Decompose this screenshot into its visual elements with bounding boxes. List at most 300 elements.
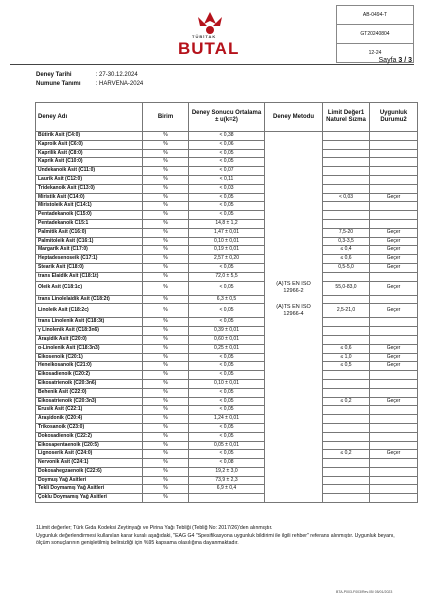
cell-limit	[323, 132, 370, 141]
colon: :	[95, 81, 98, 87]
cell-unit: %	[143, 237, 189, 246]
table-row	[36, 281, 418, 295]
cell-limit	[323, 379, 370, 388]
cell-test-name: Undekanoik Asit (C11:0)	[36, 167, 143, 176]
cell-limit	[323, 158, 370, 167]
cell-unit: %	[143, 494, 189, 503]
cell-unit: %	[143, 228, 189, 237]
cell-result: < 0,05	[189, 371, 265, 380]
table-row	[36, 318, 418, 327]
cell-unit: %	[143, 459, 189, 468]
cell-limit	[323, 423, 370, 432]
table-row	[36, 158, 418, 167]
document-code-box	[336, 5, 414, 63]
cell-status	[370, 388, 418, 397]
header-divider	[10, 64, 414, 65]
table-row	[36, 132, 418, 141]
sample-value: HARVENA-2024	[99, 81, 144, 87]
table-row	[36, 295, 418, 304]
cell-limit	[323, 406, 370, 415]
table-row	[36, 494, 418, 503]
cell-limit: ≤ 0,4	[323, 246, 370, 255]
cell-result: 1,47 ± 0,01	[189, 228, 265, 237]
cell-limit	[323, 202, 370, 211]
cell-status	[370, 184, 418, 193]
cell-status	[370, 167, 418, 176]
cell-unit: %	[143, 246, 189, 255]
cell-method	[265, 362, 323, 371]
cell-unit: %	[143, 304, 189, 318]
cell-result: < 0,05	[189, 362, 265, 371]
header-status: Uygunluk Durumu2	[370, 103, 418, 132]
cell-status	[370, 415, 418, 424]
cell-unit: %	[143, 263, 189, 272]
form-code: BTA-P003-F003/Rev.05/ 05/01/2023	[336, 590, 393, 594]
footnote-limit: 1Limit değerler; Türk Gıda Kodeksi Zeytinyağı ve Pirina Yağı Tebliği (Tebliğ No: 2017/26)'den alınmıştır.	[36, 525, 273, 531]
header-unit: Birim	[143, 103, 189, 132]
cell-test-name: Eikosadienoik (C20:2)	[36, 371, 143, 380]
cell-result: 0,25 ± 0,01	[189, 344, 265, 353]
cell-limit: ≤ 1,0	[323, 353, 370, 362]
cell-status: Geçer	[370, 353, 418, 362]
cell-method	[265, 237, 323, 246]
cell-unit: %	[143, 388, 189, 397]
cell-result: < 0,05	[189, 211, 265, 220]
table-row	[36, 184, 418, 193]
cell-result: < 0,05	[189, 158, 265, 167]
table-row	[36, 467, 418, 476]
table-row	[36, 211, 418, 220]
cell-test-name: Oleik Asit (C18:1c)	[36, 281, 143, 295]
cell-result: < 0,05	[189, 432, 265, 441]
cell-result: < 0,05	[189, 318, 265, 327]
table-row	[36, 202, 418, 211]
cell-unit: %	[143, 476, 189, 485]
cell-limit: 7,5-20	[323, 228, 370, 237]
cell-limit	[323, 476, 370, 485]
cell-status: Geçer	[370, 397, 418, 406]
cell-status	[370, 149, 418, 158]
cell-unit: %	[143, 184, 189, 193]
table-row	[36, 327, 418, 336]
cell-status	[370, 140, 418, 149]
cell-method	[265, 246, 323, 255]
cell-result: 0,39 ± 0,01	[189, 327, 265, 336]
cell-method	[265, 388, 323, 397]
cell-method	[265, 485, 323, 494]
cell-status	[370, 371, 418, 380]
cell-test-name: Erusik Asit (C22:1)	[36, 406, 143, 415]
table-row	[36, 344, 418, 353]
cell-method	[265, 397, 323, 406]
cell-result: 6,3 ± 0,5	[189, 295, 265, 304]
cell-method	[265, 272, 323, 281]
cell-result: 19,2 ± 3,0	[189, 467, 265, 476]
cell-test-name: α-Linolenik Asit (C18:3n3)	[36, 344, 143, 353]
cell-method	[265, 353, 323, 362]
cell-method	[265, 459, 323, 468]
table-row	[36, 193, 418, 202]
cell-method	[265, 476, 323, 485]
header-test-name: Deney Adı	[36, 103, 143, 132]
page-indicator	[322, 57, 412, 64]
cell-status	[370, 423, 418, 432]
cell-test-name: Palmitoleik Asit (C16:1)	[36, 237, 143, 246]
cell-method	[265, 140, 323, 149]
cell-method	[265, 211, 323, 220]
cell-method	[265, 371, 323, 380]
cell-limit	[323, 388, 370, 397]
cell-unit: %	[143, 255, 189, 264]
cell-status: Geçer	[370, 450, 418, 459]
cell-result: < 0,05	[189, 202, 265, 211]
brand-sub: TÜBİTAK	[192, 34, 217, 39]
cell-method	[265, 335, 323, 344]
cell-limit: ≤ 0,2	[323, 397, 370, 406]
cell-unit: %	[143, 132, 189, 141]
cell-method	[265, 184, 323, 193]
table-row	[36, 371, 418, 380]
cell-result: 14,8 ± 1,2	[189, 219, 265, 228]
table-row	[36, 237, 418, 246]
cell-status	[370, 272, 418, 281]
cell-result: < 0,05	[189, 281, 265, 295]
cell-method	[265, 318, 323, 327]
cell-limit: 0,3-3,5	[323, 237, 370, 246]
cell-result: < 0,38	[189, 132, 265, 141]
footnote	[36, 525, 396, 548]
cell-unit: %	[143, 281, 189, 295]
table-row	[36, 459, 418, 468]
cell-test-name: Stearik Asit (C18:0)	[36, 263, 143, 272]
cell-result: 72,0 ± 5,5	[189, 272, 265, 281]
cell-method	[265, 193, 323, 202]
table-row	[36, 397, 418, 406]
cell-status: Geçer	[370, 344, 418, 353]
cell-unit: %	[143, 335, 189, 344]
cell-unit: %	[143, 485, 189, 494]
cell-result: < 0,05	[189, 353, 265, 362]
cell-method	[265, 158, 323, 167]
cell-limit	[323, 211, 370, 220]
cell-method	[265, 149, 323, 158]
page-label: Sayfa	[378, 57, 397, 64]
header-result: Deney Sonucu Ortalama ± u(k=2)	[189, 103, 265, 132]
cell-result: 0,60 ± 0,01	[189, 335, 265, 344]
table-row	[36, 228, 418, 237]
table-row	[36, 246, 418, 255]
cell-status	[370, 219, 418, 228]
cell-unit: %	[143, 158, 189, 167]
cell-limit	[323, 494, 370, 503]
cell-unit: %	[143, 415, 189, 424]
cell-test-name: Miristoleik Asit (C14:1)	[36, 202, 143, 211]
cell-limit	[323, 335, 370, 344]
cell-test-name: Araşidik Asit (C20:0)	[36, 335, 143, 344]
cell-unit: %	[143, 219, 189, 228]
cell-test-name: Tekli Doymamış Yağ Asitleri	[36, 485, 143, 494]
table-row	[36, 219, 418, 228]
cell-unit: %	[143, 175, 189, 184]
cell-status	[370, 335, 418, 344]
cell-result: 2,57 ± 0,20	[189, 255, 265, 264]
cell-method	[265, 219, 323, 228]
cell-unit: %	[143, 379, 189, 388]
cell-result: < 0,05	[189, 263, 265, 272]
cell-limit	[323, 184, 370, 193]
cell-test-name: Kaprilik Asit (C8:0)	[36, 149, 143, 158]
cell-status	[370, 379, 418, 388]
cell-result: 0,10 ± 0,01	[189, 379, 265, 388]
cell-test-name: Laurik Asit (C12:0)	[36, 175, 143, 184]
cell-limit: < 0,03	[323, 193, 370, 202]
cell-limit	[323, 467, 370, 476]
cell-status	[370, 175, 418, 184]
cell-result: < 0,11	[189, 175, 265, 184]
cell-status	[370, 132, 418, 141]
cell-unit: %	[143, 327, 189, 336]
cell-test-name: Araşidonik (C20:4)	[36, 415, 143, 424]
cell-method	[265, 415, 323, 424]
cell-limit	[323, 149, 370, 158]
cell-limit: ≤ 0,5	[323, 362, 370, 371]
table-row	[36, 335, 418, 344]
cell-status: Geçer	[370, 263, 418, 272]
cell-status: Geçer	[370, 237, 418, 246]
cell-test-name: Eikosatrienoik (C20:3n3)	[36, 397, 143, 406]
page-value: 3 / 3	[398, 57, 412, 64]
cell-status	[370, 318, 418, 327]
table-row	[36, 255, 418, 264]
cell-limit	[323, 175, 370, 184]
cell-test-name: Miristik Asit (C14:0)	[36, 193, 143, 202]
cell-limit: 2,5-21,0	[323, 304, 370, 318]
cell-unit: %	[143, 211, 189, 220]
cell-status	[370, 467, 418, 476]
cell-unit: %	[143, 167, 189, 176]
cell-test-name: Çoklu Doymamış Yağ Asitleri	[36, 494, 143, 503]
cell-result: < 0,05	[189, 388, 265, 397]
table-row	[36, 149, 418, 158]
cell-test-name: Kaprik Asit (C10:0)	[36, 158, 143, 167]
cell-method	[265, 450, 323, 459]
cell-unit: %	[143, 344, 189, 353]
cell-test-name: Palmitik Asit (C16:0)	[36, 228, 143, 237]
cell-test-name: Pentadekanoik C15:1	[36, 219, 143, 228]
table-row	[36, 263, 418, 272]
cell-status: Geçer	[370, 228, 418, 237]
cell-test-name: Eikosapentaenoik (C20:5)	[36, 441, 143, 450]
cell-method	[265, 344, 323, 353]
cell-method	[265, 295, 323, 304]
cell-test-name: Tridekanoik Asit (C13:0)	[36, 184, 143, 193]
cell-result: 0,10 ± 0,01	[189, 237, 265, 246]
colon: :	[95, 72, 98, 78]
cell-test-name: Nervonik Asit (C24:1)	[36, 459, 143, 468]
cell-method	[265, 494, 323, 503]
cell-status: Geçer	[370, 281, 418, 295]
cell-result	[189, 494, 265, 503]
cell-status: Geçer	[370, 193, 418, 202]
cell-status	[370, 476, 418, 485]
cell-unit: %	[143, 467, 189, 476]
cell-result: < 0,05	[189, 149, 265, 158]
cell-limit	[323, 371, 370, 380]
cell-unit: %	[143, 149, 189, 158]
table-header-row	[36, 103, 418, 132]
cell-test-name: Dokosadienoik (C22:2)	[36, 432, 143, 441]
cell-test-name: Heptadesenoseik (C17:1)	[36, 255, 143, 264]
cell-test-name: Kaproik Asit (C6:0)	[36, 140, 143, 149]
cell-limit	[323, 459, 370, 468]
cell-status	[370, 432, 418, 441]
sample-row	[36, 81, 143, 87]
cell-result: 73,9 ± 2,3	[189, 476, 265, 485]
cell-unit: %	[143, 193, 189, 202]
cell-status: Geçer	[370, 246, 418, 255]
cell-status: Geçer	[370, 304, 418, 318]
cell-test-name: Bütirik Asit (C4:0)	[36, 132, 143, 141]
cell-method	[265, 175, 323, 184]
cell-method	[265, 255, 323, 264]
cell-test-name: trans Linolenik Asit (C18:3t)	[36, 318, 143, 327]
cell-test-name: Heneikosanoik (C21:0)	[36, 362, 143, 371]
cell-result: < 0,05	[189, 397, 265, 406]
cell-unit: %	[143, 423, 189, 432]
test-date-value: 27-30.12.2024	[99, 72, 138, 78]
cell-result: 6,9 ± 0,4	[189, 485, 265, 494]
cell-unit: %	[143, 432, 189, 441]
cell-method	[265, 263, 323, 272]
cell-test-name: Margarik Asit (C17:0)	[36, 246, 143, 255]
cell-result: < 0,07	[189, 167, 265, 176]
cell-test-name: Dokosahegzaenoik (C22:6)	[36, 467, 143, 476]
table-row	[36, 485, 418, 494]
cell-unit: %	[143, 353, 189, 362]
cell-status: Geçer	[370, 255, 418, 264]
cell-limit: ≤ 0,6	[323, 255, 370, 264]
cell-method	[265, 423, 323, 432]
results-table	[35, 102, 418, 503]
cell-unit: %	[143, 362, 189, 371]
cell-limit	[323, 167, 370, 176]
cell-result: < 0,05	[189, 406, 265, 415]
cell-unit: %	[143, 397, 189, 406]
doc-code: AB-0494-T	[337, 6, 413, 25]
cell-status	[370, 406, 418, 415]
cell-test-name: Linoleik Asit (C18:2c)	[36, 304, 143, 318]
cell-limit	[323, 441, 370, 450]
cell-result: 1,24 ± 0,01	[189, 415, 265, 424]
cell-result: < 0,05	[189, 193, 265, 202]
cell-test-name: Doymuş Yağ Asitleri	[36, 476, 143, 485]
cell-test-name: Eikosenoik (C20:1)	[36, 353, 143, 362]
cell-result: < 0,05	[189, 304, 265, 318]
cell-limit	[323, 485, 370, 494]
cell-method	[265, 132, 323, 141]
cell-limit	[323, 140, 370, 149]
cell-status	[370, 295, 418, 304]
cell-method	[265, 432, 323, 441]
cell-unit: %	[143, 295, 189, 304]
cell-status	[370, 441, 418, 450]
cell-method	[265, 467, 323, 476]
cell-result: < 0,05	[189, 450, 265, 459]
table-row	[36, 476, 418, 485]
cell-test-name: Eikosatrienoik (C20:3n6)	[36, 379, 143, 388]
brand-name: BUTAL	[178, 39, 240, 58]
footnote-conformity: Uygunluk değerlendirmesi kullanılan karar kuralı aşağıdaki, "EAG G4 "Spesifikasyona uygunluk bildirimi ile ilgili rehber" referans alınmıştır. Uygunluk beyanı, ölçüm sonuçlarının genişletilmiş belirsizliği için %95 kapsama olasılığına dayanmaktadır.	[36, 532, 395, 546]
cell-unit: %	[143, 450, 189, 459]
table-row	[36, 272, 418, 281]
table-row	[36, 140, 418, 149]
cell-status: Geçer	[370, 362, 418, 371]
cell-result: 0,19 ± 0,01	[189, 246, 265, 255]
table-row	[36, 379, 418, 388]
cell-limit	[323, 327, 370, 336]
cell-status	[370, 327, 418, 336]
cell-limit: 0,5-5,0	[323, 263, 370, 272]
cell-method	[265, 327, 323, 336]
cell-method	[265, 202, 323, 211]
cell-limit	[323, 295, 370, 304]
cell-limit	[323, 432, 370, 441]
cell-test-name: Pentadekanoik (C15:0)	[36, 211, 143, 220]
test-date-label: Deney Tarihi	[36, 72, 72, 78]
cell-status	[370, 494, 418, 503]
cell-result: < 0,06	[189, 140, 265, 149]
cell-unit: %	[143, 406, 189, 415]
cell-test-name: trans Elaidik Asit (C18:1t)	[36, 272, 143, 281]
cell-method	[265, 379, 323, 388]
cell-test-name: Lignoserik Asit (C24:0)	[36, 450, 143, 459]
header-method: Deney Metodu	[265, 103, 323, 132]
cell-status	[370, 211, 418, 220]
table-row	[36, 441, 418, 450]
cell-status	[370, 202, 418, 211]
report-number: GT20240804	[337, 25, 413, 44]
cell-test-name: trans Linolelaidik Asit (C18:2t)	[36, 295, 143, 304]
table-row	[36, 415, 418, 424]
cell-test-name: Trikosanoik (C23:0)	[36, 423, 143, 432]
cell-limit: ≤ 0,6	[323, 344, 370, 353]
cell-unit: %	[143, 272, 189, 281]
cell-limit	[323, 219, 370, 228]
cell-method: (A)TS EN ISO 12966-2	[265, 281, 323, 295]
cell-limit	[323, 415, 370, 424]
cell-result: < 0,08	[189, 459, 265, 468]
cell-method: (A)TS EN ISO 12966-4	[265, 304, 323, 318]
cell-limit	[323, 318, 370, 327]
table-row	[36, 175, 418, 184]
table-row	[36, 362, 418, 371]
header-limit: Limit Değer1 Naturel Sızma	[323, 103, 370, 132]
cell-result: 0,05 ± 0,01	[189, 441, 265, 450]
cell-unit: %	[143, 202, 189, 211]
sample-label: Numune Tanımı	[36, 81, 81, 87]
cell-limit: 55,0-83,0	[323, 281, 370, 295]
cell-unit: %	[143, 441, 189, 450]
table-row	[36, 406, 418, 415]
cell-method	[265, 228, 323, 237]
cell-test-name: γ Linolenik Asit (C18:3n6)	[36, 327, 143, 336]
cell-limit: ≤ 0,2	[323, 450, 370, 459]
cell-limit	[323, 272, 370, 281]
cell-method	[265, 441, 323, 450]
cell-test-name: Behenik Asit (C22:0)	[36, 388, 143, 397]
cell-method	[265, 167, 323, 176]
table-row	[36, 432, 418, 441]
